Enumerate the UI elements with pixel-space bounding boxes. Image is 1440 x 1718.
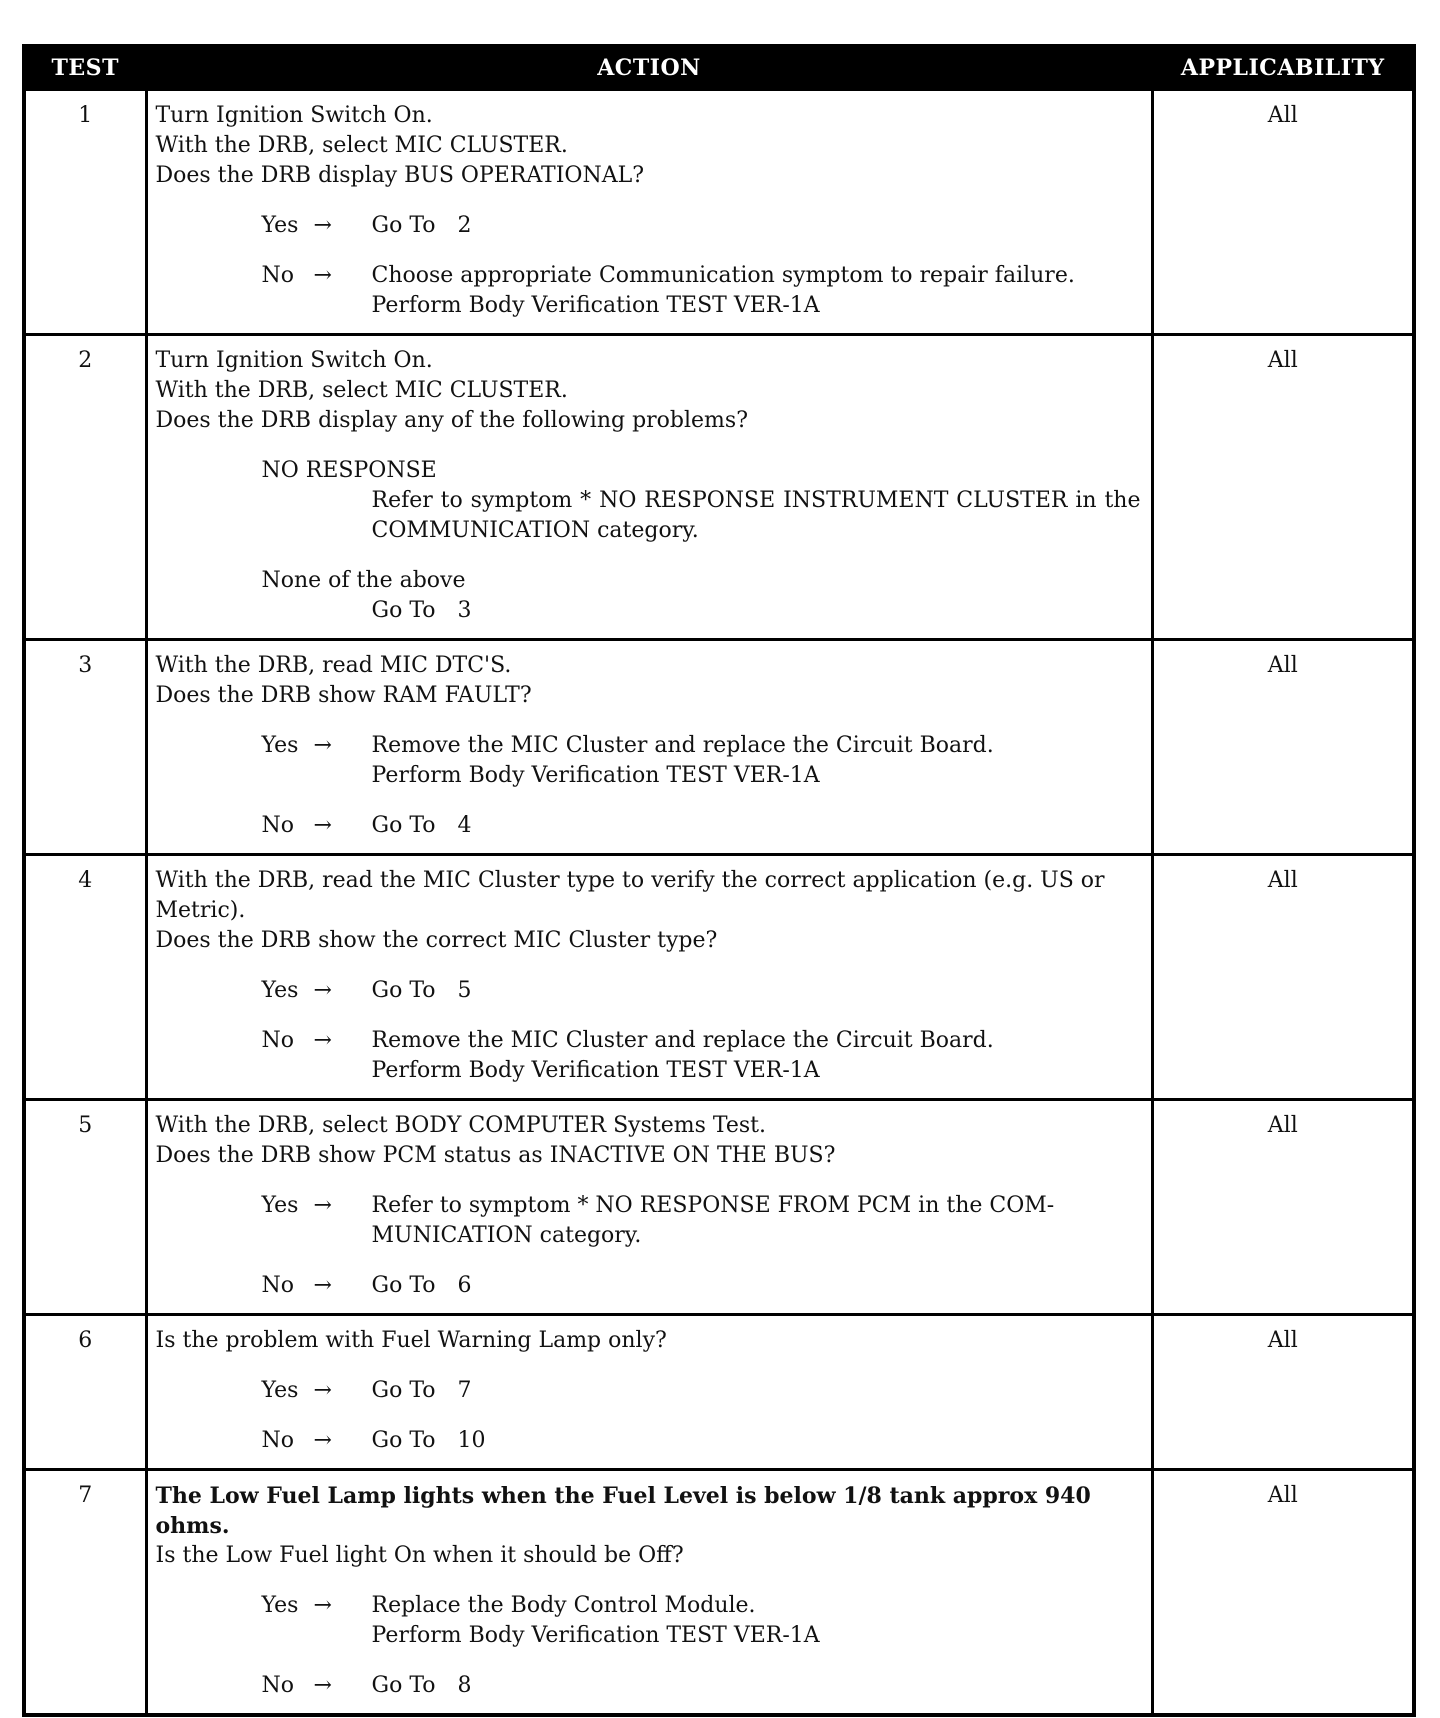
action-question: Is the problem with Fuel Warning Lamp only? [155,1328,667,1353]
arrow-icon: → [313,213,332,238]
applicability-value: All [1152,90,1414,335]
arrow-icon: → [313,1593,332,1618]
goto-number: 3 [457,598,472,623]
action-question: Does the DRB show PCM status as INACTIVE ON THE BUS? [155,1143,836,1168]
goto-text: Go To [371,213,436,238]
result-line: MUNICATION category. [371,1223,642,1248]
applicability-value: All [1152,1315,1414,1470]
no-result [372,1271,1141,1301]
no-result [372,1026,1141,1086]
option-label: None of the above [261,568,466,593]
header-action: ACTION [146,46,1152,90]
arrow-icon: → [313,1428,332,1453]
yes-result [372,1376,1141,1406]
action-line: Turn Ignition Switch On. [155,103,433,128]
test-number: 4 [24,855,146,1100]
diagnostic-procedure-page [22,44,1412,1717]
goto-text: Go To [371,1378,436,1403]
no-branch [156,1671,1141,1701]
yes-result [372,976,1141,1006]
test-number: 5 [24,1100,146,1315]
action-line: With the DRB, select MIC CLUSTER. [155,378,568,403]
action-line: With the DRB, read MIC DTC'S. [155,653,512,678]
arrow-icon: → [313,1028,332,1053]
arrow-icon: → [313,263,332,288]
option-no-response [156,456,1141,546]
goto-text: Go To [371,1273,436,1298]
yes-branch [156,976,1141,1006]
no-result [372,811,1141,841]
table-row [24,335,1414,640]
result-line: Perform Body Verification TEST VER-1A [371,1623,820,1648]
result-line: Perform Body Verification TEST VER-1A [371,1058,820,1083]
result-line: Replace the Body Control Module. [371,1593,756,1618]
yes-branch [156,1191,1141,1251]
arrow-icon: → [313,733,332,758]
goto-text: Go To [371,1428,436,1453]
header-applicability: APPLICABILITY [1152,46,1414,90]
goto-text: Go To [371,1673,436,1698]
option-text: Refer to symptom * NO RESPONSE INSTRUMENT CLUSTER in the COMMUNICATION category. [371,488,1141,543]
goto-text: Go To [371,978,436,1003]
no-branch [156,811,1141,841]
action-question: Does the DRB display BUS OPERATIONAL? [155,163,645,188]
yes-label: Yes [261,733,299,758]
no-label: No [261,263,294,288]
action-question: Does the DRB display any of the following problems? [155,408,748,433]
table-row [24,1315,1414,1470]
table-row [24,1470,1414,1716]
no-label: No [261,813,294,838]
no-result [372,1671,1141,1701]
header-test: TEST [24,46,146,90]
action-note: The Low Fuel Lamp lights when the Fuel Level is below 1/8 tank approx 940 ohms. [155,1483,1091,1539]
yes-result [372,731,1141,791]
result-line: Perform Body Verification TEST VER-1A [371,293,820,318]
test-number: 6 [24,1315,146,1470]
table-row [24,855,1414,1100]
yes-label: Yes [261,213,299,238]
yes-label: Yes [261,1193,299,1218]
yes-branch [156,1376,1141,1406]
diagnostic-test-table [22,44,1416,1717]
applicability-value: All [1152,1470,1414,1716]
test-number: 7 [24,1470,146,1716]
yes-branch [156,211,1141,241]
goto-number: 5 [457,978,472,1003]
action-question: Does the DRB show the correct MIC Cluster type? [155,928,718,953]
goto-number: 6 [457,1273,472,1298]
no-label: No [261,1273,294,1298]
yes-label: Yes [261,978,299,1003]
result-line: Remove the MIC Cluster and replace the Circuit Board. [371,1028,994,1053]
test-number: 2 [24,335,146,640]
applicability-value: All [1152,1100,1414,1315]
result-line: Remove the MIC Cluster and replace the Circuit Board. [371,733,994,758]
applicability-value: All [1152,855,1414,1100]
no-result [372,261,1141,321]
goto-number: 7 [457,1378,472,1403]
goto-number: 2 [457,213,472,238]
yes-branch [156,1591,1141,1651]
no-branch [156,1271,1141,1301]
yes-label: Yes [261,1378,299,1403]
no-label: No [261,1028,294,1053]
yes-branch [156,731,1141,791]
option-result [262,596,1141,626]
test-action [146,1100,1152,1315]
arrow-icon: → [313,813,332,838]
goto-number: 10 [457,1428,486,1453]
test-action [146,1315,1152,1470]
goto-text: Go To [371,813,436,838]
test-action [146,640,1152,855]
action-line: With the DRB, select BODY COMPUTER Systems Test. [155,1113,766,1138]
arrow-icon: → [313,1378,332,1403]
table-header-row [24,46,1414,90]
no-label: No [261,1673,294,1698]
action-line: With the DRB, read the MIC Cluster type to verify the correct application (e.g. US or Metric). [155,868,1105,923]
applicability-value: All [1152,640,1414,855]
option-label: NO RESPONSE [261,458,437,483]
no-result [372,1426,1141,1456]
yes-result [372,1591,1141,1651]
result-line: Perform Body Verification TEST VER-1A [371,763,820,788]
action-question: Does the DRB show RAM FAULT? [155,683,532,708]
arrow-icon: → [313,1193,332,1218]
no-branch [156,1426,1141,1456]
no-branch [156,1026,1141,1086]
test-action [146,855,1152,1100]
yes-label: Yes [261,1593,299,1618]
arrow-icon: → [313,978,332,1003]
action-line: Turn Ignition Switch On. [155,348,433,373]
test-action [146,335,1152,640]
table-row [24,640,1414,855]
action-question: Is the Low Fuel light On when it should be Off? [155,1543,684,1568]
goto-text: Go To [371,598,436,623]
no-label: No [261,1428,294,1453]
result-line: Refer to symptom * NO RESPONSE FROM PCM in the COM- [371,1193,1055,1218]
table-row [24,90,1414,335]
table-row [24,1100,1414,1315]
result-line: Choose appropriate Communication symptom to repair failure. [371,263,1075,288]
test-number: 3 [24,640,146,855]
yes-result [372,211,1141,241]
arrow-icon: → [313,1273,332,1298]
goto-number: 8 [457,1673,472,1698]
action-line: With the DRB, select MIC CLUSTER. [155,133,568,158]
yes-result [372,1191,1141,1251]
arrow-icon: → [313,1673,332,1698]
option-none-of-above [156,566,1141,626]
test-number: 1 [24,90,146,335]
test-action [146,1470,1152,1716]
applicability-value: All [1152,335,1414,640]
goto-number: 4 [457,813,472,838]
no-branch [156,261,1141,321]
test-action [146,90,1152,335]
